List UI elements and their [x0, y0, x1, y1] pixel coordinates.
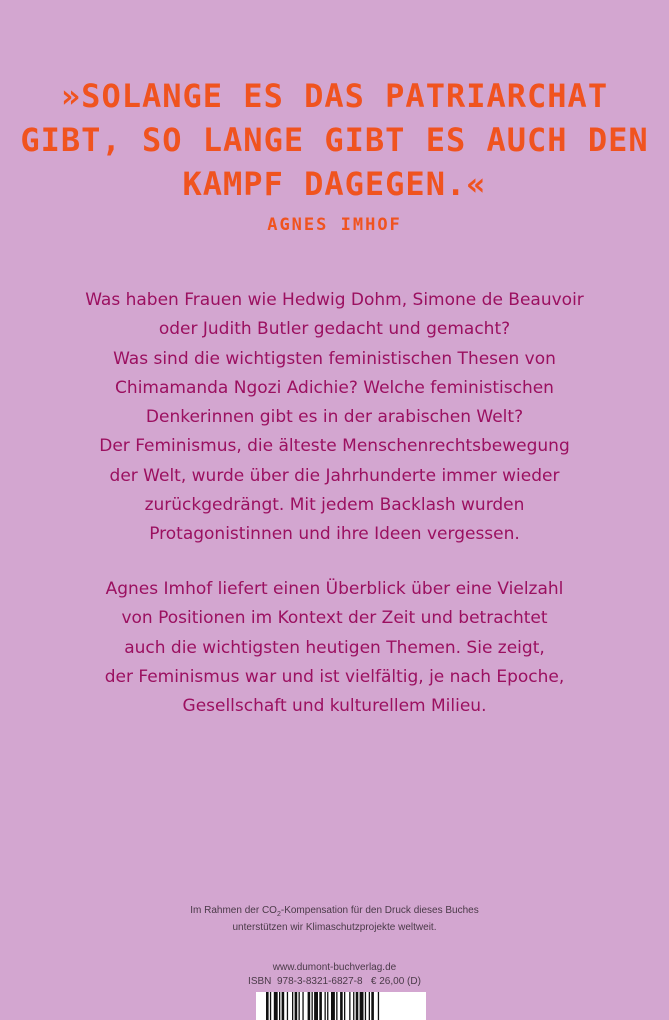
blurb-line: auch die wichtigsten heutigen Themen. Sie zeigt, — [124, 637, 545, 658]
barcode-bar — [378, 992, 379, 1020]
barcode-bar — [356, 992, 359, 1020]
barcode-bar — [349, 992, 350, 1020]
blurb-line: Chimamanda Ngozi Adichie? Welche feministischen — [115, 377, 554, 398]
barcode-bar — [344, 992, 345, 1020]
climate-note-line-1 — [0, 904, 669, 921]
barcode-bar — [336, 992, 337, 1020]
barcode-bar — [353, 992, 354, 1020]
blurb-line: oder Judith Butler gedacht und gemacht? — [158, 319, 511, 340]
barcode-bar — [302, 992, 303, 1020]
barcode-bar — [274, 992, 278, 1020]
blurb-line: Gesellschaft und kulturellem Milieu. — [182, 696, 487, 717]
barcode-bar — [270, 992, 271, 1020]
barcode-bar — [369, 992, 370, 1020]
barcode-bar — [287, 992, 288, 1020]
barcode-bar — [325, 992, 326, 1020]
blurb-line: Agnes Imhof liefert einen Überblick über eine Vielzahl — [105, 579, 564, 599]
climate-note — [0, 904, 669, 934]
barcode-bar — [360, 992, 364, 1020]
barcode-bar — [292, 992, 293, 1020]
barcode — [256, 992, 426, 1020]
blurb-line: der Feminismus war und ist vielfältig, je nach Epoche, — [104, 666, 565, 687]
imprint — [0, 961, 669, 989]
blurb-line: der Welt, wurde über die Jahrhunderte immer wieder — [109, 465, 560, 486]
quote-author: AGNES IMHOF — [267, 215, 402, 235]
barcode-bar — [365, 992, 366, 1020]
barcode-graphic — [256, 992, 426, 1020]
barcode-bar — [282, 992, 285, 1020]
isbn-price: ISBN 978-3-8321-6827-8 € 26,00 (D) — [248, 976, 421, 987]
publisher-website: www.dumont-buchverlag.de — [272, 962, 397, 973]
barcode-bar — [266, 992, 269, 1020]
climate-note-text-b: -Kompensation für den Druck dieses Buches — [280, 905, 479, 916]
barcode-bar — [340, 992, 343, 1020]
barcode-bar — [319, 992, 322, 1020]
climate-note-line-2: unterstützen wir Klimaschutzprojekte weltweit. — [232, 922, 437, 933]
barcode-bar — [314, 992, 318, 1020]
blurb-line: zurückgedrängt. Mit jedem Backlash wurden — [144, 495, 525, 516]
barcode-bar — [279, 992, 280, 1020]
blurb-line: Was haben Frauen wie Hedwig Dohm, Simone de Beauvoir — [85, 290, 584, 310]
pull-quote — [0, 74, 669, 236]
barcode-bar — [308, 992, 311, 1020]
blurb-line: Denkerinnen gibt es in der arabischen Welt? — [145, 407, 524, 428]
barcode-bar — [327, 992, 328, 1020]
blurb-paragraph-1 — [0, 286, 669, 550]
co2-subscript: 2 — [276, 911, 281, 918]
barcode-bar — [299, 992, 300, 1020]
blurb-paragraph-2 — [0, 575, 669, 721]
blurb-line: Protagonistinnen und ihre Ideen vergessen. — [149, 524, 520, 545]
barcode-bar — [371, 992, 374, 1020]
blurb-line: von Positionen im Kontext der Zeit und betrachtet — [121, 608, 548, 629]
blurb-line: Der Feminismus, die älteste Menschenrechtsbewegung — [99, 436, 570, 457]
barcode-bar — [312, 992, 313, 1020]
barcode-bar — [331, 992, 335, 1020]
blurb-line: Was sind die wichtigsten feministischen Thesen von — [113, 348, 556, 369]
climate-note-text-a: Im Rahmen der CO — [190, 905, 277, 916]
quote-line-3: KAMPF DAGEGEN.« — [182, 165, 487, 203]
quote-line-1: »SOLANGE ES DAS PATRIARCHAT — [60, 77, 609, 115]
barcode-bar — [295, 992, 298, 1020]
quote-line-2: GIBT, SO LANGE GIBT ES AUCH DEN — [20, 121, 649, 159]
